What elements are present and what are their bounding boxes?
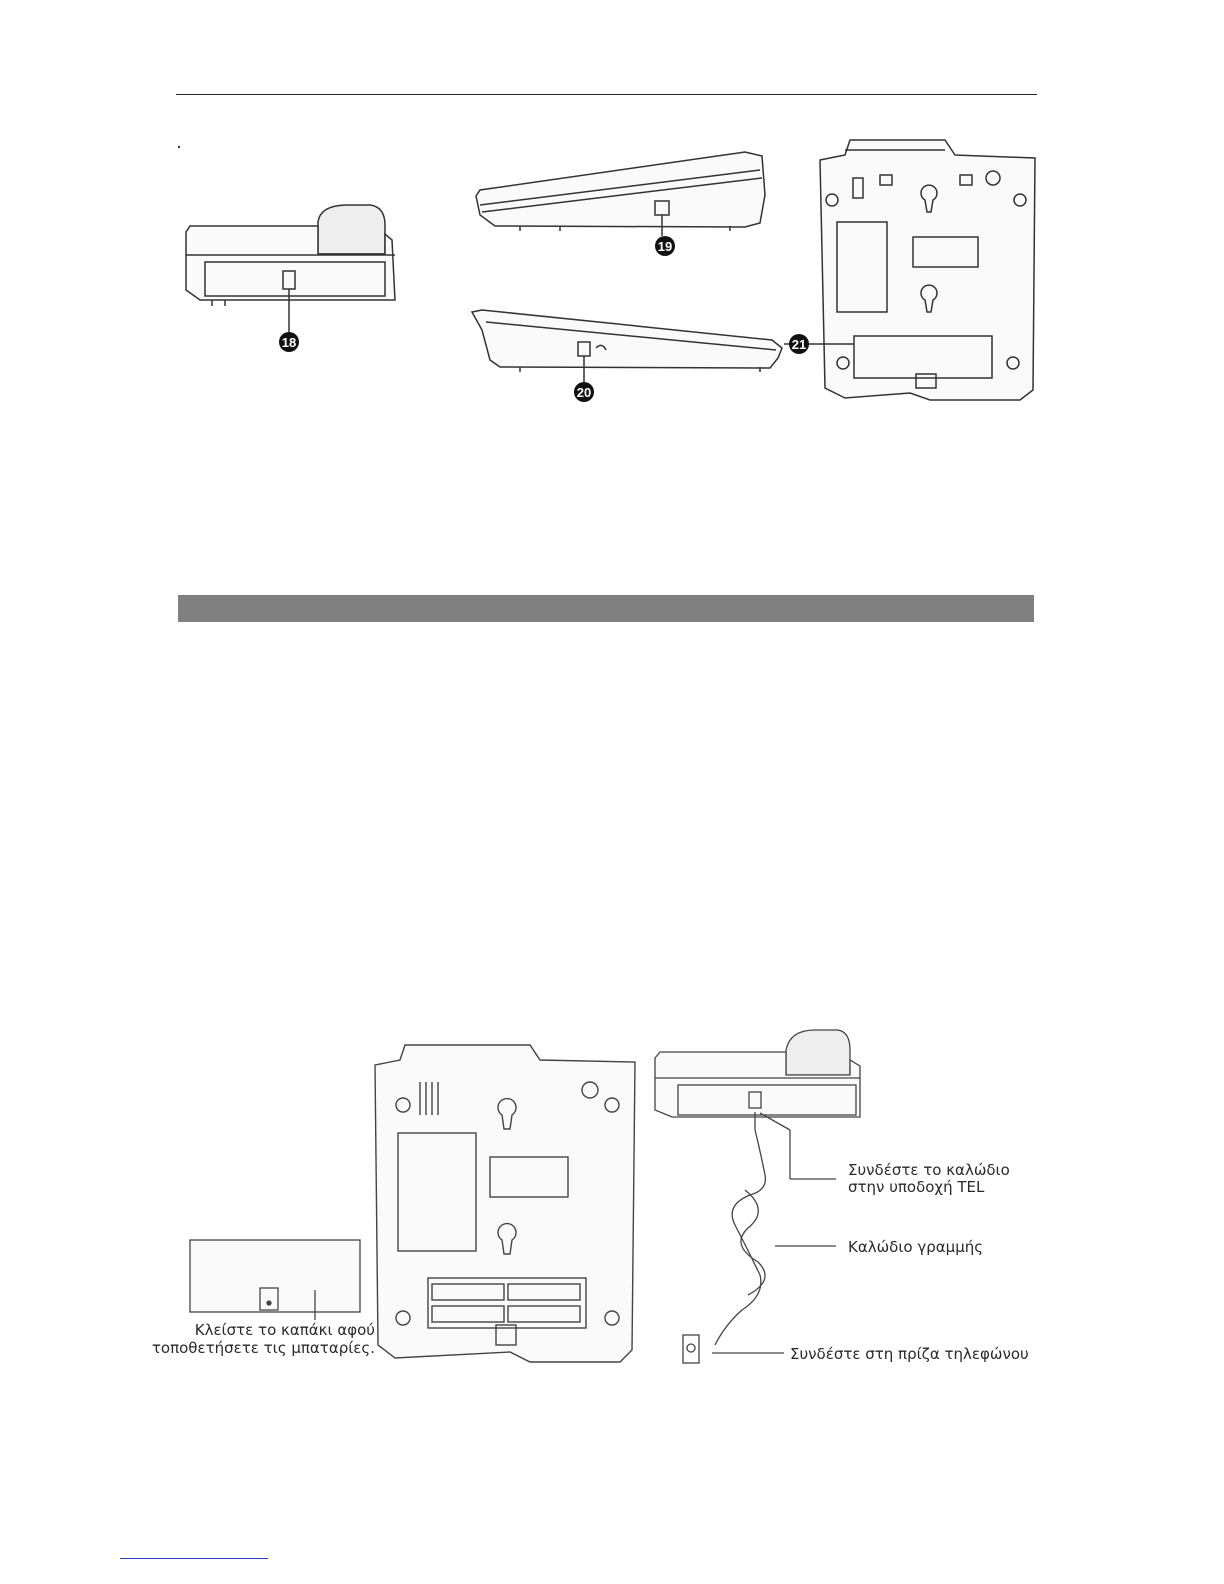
callout-18: [279, 332, 299, 352]
callout-19: [655, 236, 675, 256]
callout-21: [789, 334, 809, 354]
connect-tel-label-line1: Συνδέστε το καλώδιο: [848, 1161, 1010, 1179]
callout-20: [574, 382, 594, 402]
phone-rear-view-figure: [186, 205, 395, 333]
phone-side-view-top-figure: [476, 152, 765, 236]
battery-cover-figure: [190, 1240, 360, 1320]
battery-cover-label-line1: Κλείστε το καπάκι αφού: [194, 1321, 375, 1339]
section-heading-bar: [178, 595, 1034, 622]
callout-18-label: 18: [281, 335, 297, 350]
battery-cover-label-line2: τοποθετήσετε τις μπαταρίες.: [151, 1339, 375, 1357]
phone-bottom-view-figure: [784, 140, 1035, 400]
line-cord-connection-figure: [655, 1030, 860, 1363]
callout-19-label: 19: [657, 239, 673, 254]
footnote-rule: [120, 1558, 268, 1559]
phone-underside-batteries-figure: [375, 1045, 635, 1362]
phone-side-view-bottom-figure: [472, 310, 782, 384]
line-cord-label: Καλώδιο γραμμής: [848, 1238, 984, 1256]
callout-20-label: 20: [576, 385, 592, 400]
connect-tel-label-line2: στην υποδοχή TEL: [848, 1178, 985, 1196]
connect-wall-label: Συνδέστε στη πρίζα τηλεφώνου: [790, 1345, 1029, 1363]
callout-21-label: 21: [791, 337, 807, 352]
